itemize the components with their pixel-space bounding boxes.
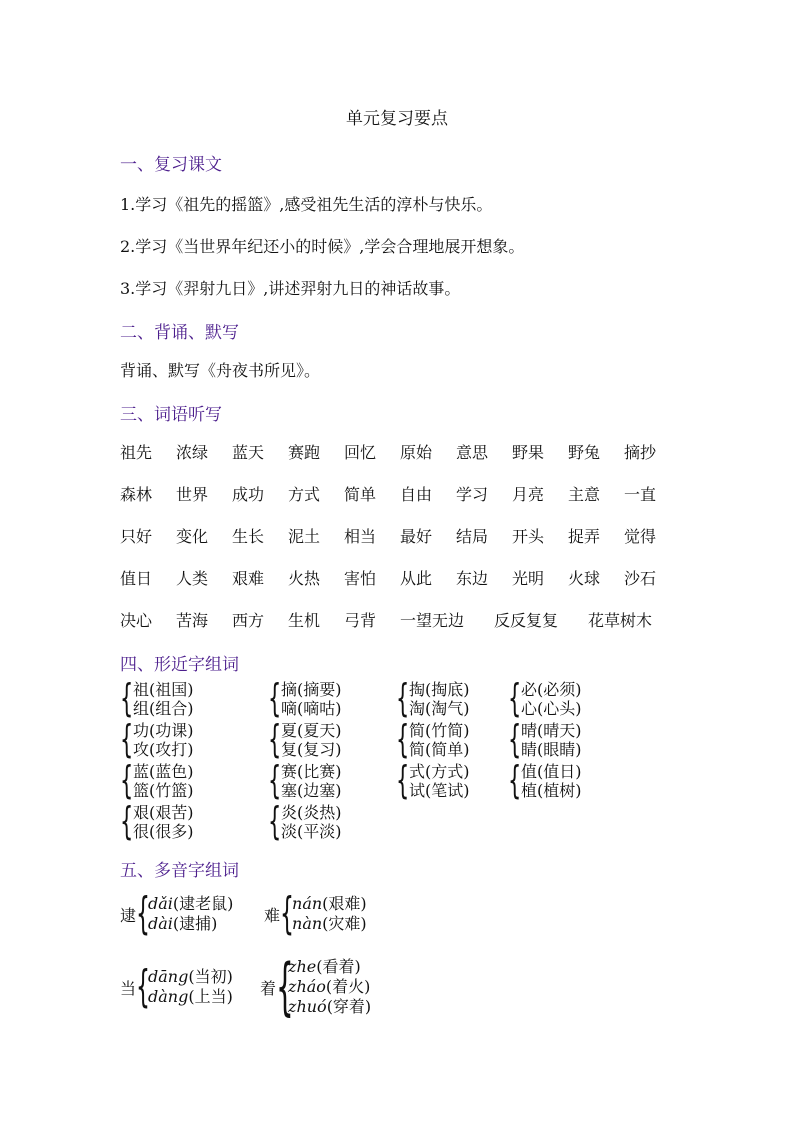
- polyphonic-group: [120, 961, 233, 1012]
- vocab-word: 成功: [232, 485, 265, 504]
- vocab-word: 野兔: [568, 443, 601, 462]
- vocab-word: 最好: [400, 527, 433, 546]
- review-item-1: 1.学习《祖先的摇篮》,感受祖先生活的淳朴与快乐。: [120, 195, 493, 214]
- brace-icon: {: [268, 799, 282, 843]
- vocab-word: 从此: [400, 569, 433, 588]
- pinyin: nàn: [292, 914, 323, 933]
- section-heading-recite: 二、背诵、默写: [120, 323, 239, 343]
- vocab-row: [120, 566, 680, 608]
- similar-word: 值(值日): [521, 762, 582, 781]
- similar-word: 心(心头): [521, 699, 582, 718]
- vocab-word: 生机: [288, 611, 321, 630]
- vocab-word: 人类: [176, 569, 209, 588]
- similar-group: [396, 676, 470, 720]
- brace-icon: {: [268, 758, 282, 802]
- vocab-word: 一直: [624, 485, 657, 504]
- brace-icon: {: [508, 676, 522, 720]
- vocab-word: 蓝天: [232, 443, 265, 462]
- vocab-word: 弓背: [344, 611, 377, 630]
- page-title: 单元复习要点: [346, 109, 448, 129]
- pinyin: dāng: [148, 967, 189, 986]
- similar-group: [120, 758, 194, 802]
- vocab-word: 火球: [568, 569, 601, 588]
- example-word: (艰难): [322, 894, 367, 913]
- similar-word: 祖(祖国): [133, 680, 194, 699]
- vocab-word: 赛跑: [288, 443, 321, 462]
- similar-group: [508, 717, 582, 761]
- vocab-word: 简单: [344, 485, 377, 504]
- similar-word: 很(很多): [133, 822, 194, 841]
- section-heading-dictation: 三、词语听写: [120, 405, 222, 425]
- similar-group: [268, 758, 342, 802]
- review-item-3: 3.学习《羿射九日》,讲述羿射九日的神话故事。: [120, 279, 461, 298]
- similar-word: 功(功课): [133, 721, 194, 740]
- brace-icon: {: [120, 676, 134, 720]
- brace-icon: {: [120, 799, 134, 843]
- vocab-word: 艰难: [232, 569, 265, 588]
- vocab-row: [120, 608, 680, 650]
- brace-icon: {: [136, 961, 151, 1012]
- vocab-word: 值日: [120, 569, 153, 588]
- polyphonic-char: 当: [120, 978, 137, 998]
- pinyin: dài: [148, 914, 173, 933]
- polyphonic-char: 着: [260, 978, 277, 998]
- vocab-word: 一望无边: [400, 611, 465, 630]
- similar-word: 晴(晴天): [521, 721, 582, 740]
- vocab-word: 浓绿: [176, 443, 209, 462]
- similar-word: 塞(边塞): [281, 781, 342, 800]
- vocab-word: 决心: [120, 611, 153, 630]
- vocab-word: 主意: [568, 485, 601, 504]
- similar-group: [508, 758, 582, 802]
- similar-word: 简(简单): [409, 740, 470, 759]
- vocab-word: 沙石: [624, 569, 657, 588]
- section-heading-similar-chars: 四、形近字组词: [120, 655, 239, 675]
- similar-word: 试(笔试): [409, 781, 470, 800]
- vocab-word: 反反复复: [494, 611, 559, 630]
- example-word: (逮老鼠): [172, 894, 234, 913]
- similar-word: 摘(摘要): [281, 680, 342, 699]
- similar-word: 艰(艰苦): [133, 803, 194, 822]
- similar-group: [268, 717, 342, 761]
- vocab-row: [120, 524, 680, 566]
- example-word: (看着): [316, 957, 361, 976]
- brace-icon: {: [120, 758, 134, 802]
- polyphonic-group: [264, 888, 367, 939]
- vocab-word: 苦海: [176, 611, 209, 630]
- similar-word: 简(竹简): [409, 721, 470, 740]
- brace-icon: {: [280, 888, 295, 939]
- vocab-word: 森林: [120, 485, 153, 504]
- example-word: (穿着): [326, 997, 372, 1016]
- vocab-word: 野果: [512, 443, 545, 462]
- similar-word: 蓝(蓝色): [133, 762, 194, 781]
- similar-word: 攻(攻打): [133, 740, 194, 759]
- brace-icon: {: [268, 676, 282, 720]
- section-heading-review: 一、复习课文: [120, 155, 222, 175]
- vocab-row: [120, 440, 680, 482]
- similar-word: 必(必须): [521, 680, 582, 699]
- vocab-word: 方式: [288, 485, 321, 504]
- similar-word: 植(植树): [521, 781, 582, 800]
- vocab-word: 生长: [232, 527, 265, 546]
- similar-group: [120, 676, 194, 720]
- vocab-word: 开头: [512, 527, 545, 546]
- brace-icon: {: [396, 717, 410, 761]
- vocab-word: 相当: [344, 527, 377, 546]
- brace-icon: {: [276, 950, 294, 1023]
- vocab-word: 泥土: [288, 527, 321, 546]
- example-word: (逮捕): [172, 914, 218, 933]
- vocab-word: 变化: [176, 527, 209, 546]
- brace-icon: {: [396, 676, 410, 720]
- vocab-word: 学习: [456, 485, 489, 504]
- example-word: (上当): [188, 987, 233, 1006]
- vocab-word: 捉弄: [568, 527, 601, 546]
- vocab-word: 花草树木: [588, 611, 653, 630]
- vocab-word: 东边: [456, 569, 489, 588]
- vocab-word: 意思: [456, 443, 489, 462]
- similar-word: 复(复习): [281, 740, 342, 759]
- pinyin: dàng: [148, 987, 189, 1006]
- vocab-word: 世界: [176, 485, 209, 504]
- similar-word: 篮(竹篮): [133, 781, 194, 800]
- polyphonic-group: [260, 950, 372, 1023]
- similar-group: [268, 799, 342, 843]
- similar-word: 睛(眼睛): [521, 740, 582, 759]
- example-word: (当初): [188, 967, 233, 986]
- brace-icon: {: [120, 717, 134, 761]
- vocab-word: 西方: [232, 611, 265, 630]
- vocab-word: 原始: [400, 443, 433, 462]
- vocab-word: 回忆: [344, 443, 377, 462]
- brace-icon: {: [396, 758, 410, 802]
- vocab-grid: [120, 440, 680, 650]
- similar-word: 夏(夏天): [281, 721, 342, 740]
- vocab-word: 自由: [400, 485, 433, 504]
- pinyin: zhuó: [288, 997, 327, 1016]
- similar-word: 赛(比赛): [281, 762, 342, 781]
- vocab-word: 摘抄: [624, 443, 657, 462]
- similar-group: [396, 717, 470, 761]
- similar-word: 嘀(嘀咕): [281, 699, 342, 718]
- vocab-word: 只好: [120, 527, 153, 546]
- vocab-row: [120, 482, 680, 524]
- brace-icon: {: [268, 717, 282, 761]
- vocab-word: 月亮: [512, 485, 545, 504]
- section-heading-polyphonic: 五、多音字组词: [120, 861, 239, 881]
- similar-word: 组(组合): [133, 699, 194, 718]
- polyphonic-group: [120, 888, 234, 939]
- pinyin: zhe: [288, 957, 317, 976]
- similar-group: [508, 676, 582, 720]
- similar-group: [396, 758, 470, 802]
- similar-word: 淘(淘气): [409, 699, 470, 718]
- similar-group: [268, 676, 342, 720]
- pinyin: zháo: [288, 977, 326, 996]
- similar-word: 式(方式): [409, 762, 470, 781]
- brace-icon: {: [136, 888, 151, 939]
- vocab-word: 觉得: [624, 527, 657, 546]
- similar-group: [120, 799, 194, 843]
- brace-icon: {: [508, 717, 522, 761]
- brace-icon: {: [508, 758, 522, 802]
- recite-text: 背诵、默写《舟夜书所见》。: [120, 361, 321, 380]
- vocab-word: 火热: [288, 569, 321, 588]
- vocab-word: 祖先: [120, 443, 153, 462]
- review-item-2: 2.学习《当世界年纪还小的时候》,学会合理地展开想象。: [120, 237, 525, 256]
- example-word: (着火): [325, 977, 371, 996]
- pinyin: nán: [292, 894, 323, 913]
- similar-group: [120, 717, 194, 761]
- similar-word: 炎(炎热): [281, 803, 342, 822]
- similar-word: 掏(掏底): [409, 680, 470, 699]
- polyphonic-char: 难: [264, 905, 281, 925]
- similar-word: 淡(平淡): [281, 822, 342, 841]
- vocab-word: 害怕: [344, 569, 377, 588]
- vocab-word: 结局: [456, 527, 489, 546]
- polyphonic-char: 逮: [120, 905, 137, 925]
- vocab-word: 光明: [512, 569, 545, 588]
- pinyin: dǎi: [148, 894, 173, 913]
- example-word: (灾难): [322, 914, 367, 933]
